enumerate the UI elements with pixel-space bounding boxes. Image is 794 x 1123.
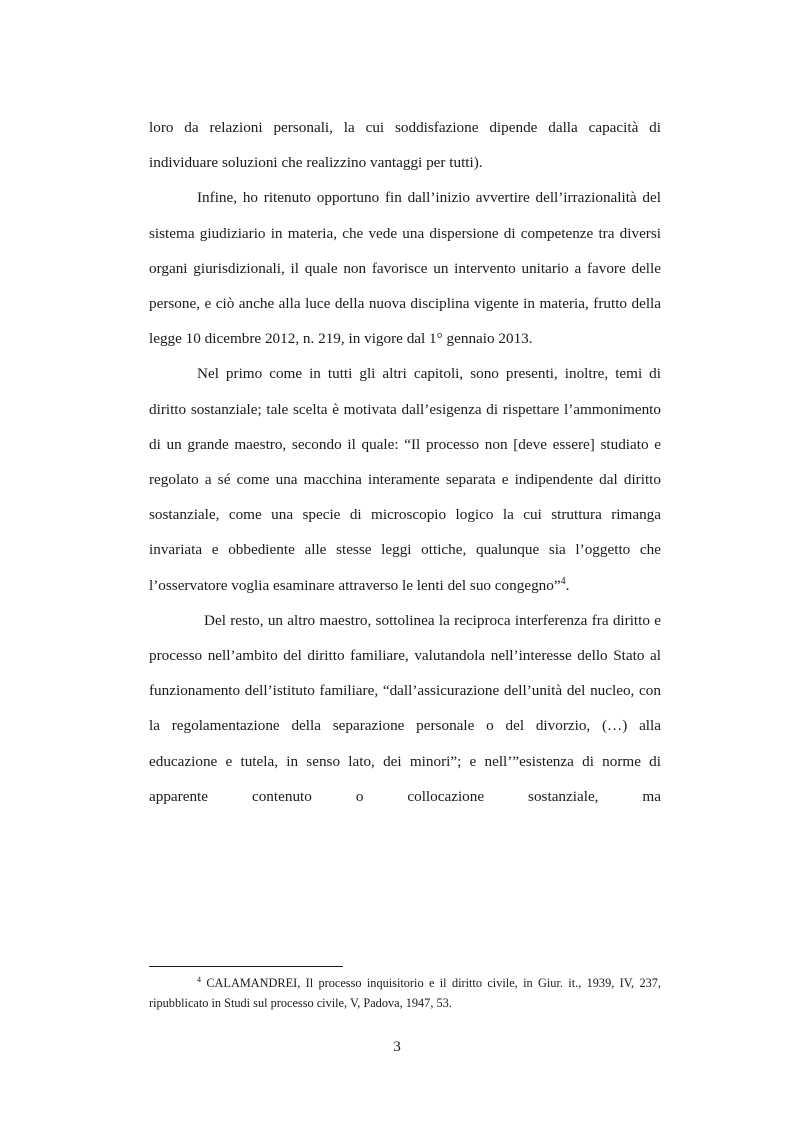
footnote <box>149 973 661 1013</box>
paragraph-4: Del resto, un altro maestro, sottolinea la reciproca interferenza fra diritto e processo nell’ambito del diritto familiare, valutandola nell’interesse dello Stato al funzionamento dell’istituto familiare, “dall’assicurazione dell’unità del nucleo, con la regolamentazione della separazione personale o del divorzio, (…) alla educazione e tutela, in senso lato, dei minori”; e nell’”esistenza di norme di apparente contenuto o collocazione sostanziale, ma <box>149 611 661 805</box>
paragraph-3-text: Nel primo come in tutti gli altri capitoli, sono presenti, inoltre, temi di diritto sostanziale; tale scelta è motivata dall’esigenza di rispettare l’ammonimento di un grande maestro, secondo il quale: “Il processo non [deve essere] studiato e regolato a sé come una macchina interamente separata e indipendente dal diritto sostanziale, come una specie di microscopio logico la cui struttura rimanga invariata e obbediente alle stesse leggi ottiche, qualunque sia l’oggetto che l’osservatore voglia esaminare attraverso le lenti del suo congegno” <box>149 365 661 594</box>
footnote-separator <box>149 966 343 967</box>
paragraph-1: loro da relazioni personali, la cui soddisfazione dipende dalla capacità di individuare soluzioni che realizzino vantaggi per tutti). <box>149 119 661 172</box>
footnote-number: 4 <box>197 974 201 984</box>
paragraph-2: Infine, ho ritenuto opportuno fin dall’inizio avvertire dell’irrazionalità del sistema giudiziario in materia, che vede una dispersione di competenze tra diversi organi giurisdizionali, il quale non favorisce un intervento unitario a favore delle persone, e ciò anche alla luce della nuova disciplina vigente in materia, frutto della legge 10 dicembre 2012, n. 219, in vigore dal 1° gennaio 2013. <box>149 189 661 348</box>
paragraph-3 <box>149 356 661 602</box>
paragraph-3-end: . <box>565 576 570 594</box>
footnote-text: CALAMANDREI, Il processo inquisitorio e il diritto civile, in Giur. it., 1939, IV, 237, ripubblicato in Studi sul processo civile, V, Padova, 1947, 53. <box>149 976 661 1010</box>
footnote-reference[interactable]: 4 <box>560 575 566 587</box>
body-text <box>149 110 661 814</box>
page-number: 3 <box>393 1038 401 1055</box>
